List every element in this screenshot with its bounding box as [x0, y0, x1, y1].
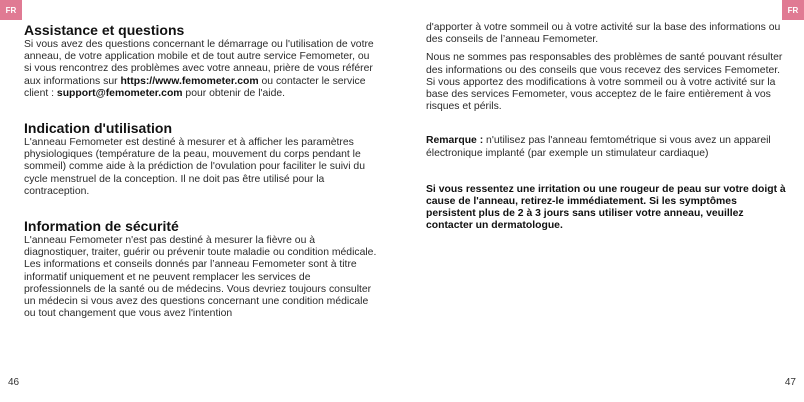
language-tab: FR: [782, 0, 804, 20]
left-column: [24, 22, 379, 320]
website-link: https://www.femometer.com: [120, 75, 259, 87]
indication-section: [24, 120, 379, 198]
continuation-text: d'apporter à votre sommeil ou à votre activité sur la base des informations ou des conseils de l’anneau Femometer.: [426, 22, 781, 46]
assistance-title: Assistance et questions: [24, 22, 185, 38]
safety-section: [24, 218, 379, 320]
page-number: 46: [8, 377, 20, 388]
page-number: 47: [784, 377, 796, 388]
right-page: [402, 0, 804, 402]
indication-text: L'anneau Femometer est destiné à mesurer et à afficher les paramètres physiologiques (température de la peau, mouvement du corps pendant le sommeil) comme aide à la prédiction de l'ovulation pour faciliter le suivi du cycle menstruel de la conception. Il ne doit pas être utilisé pour la contraception.: [24, 137, 365, 197]
remark-label: Remarque :: [426, 135, 484, 147]
assistance-section: [24, 22, 379, 100]
assistance-text: Si vous avez des questions concernant le démarrage ou l'utilisation de votre anneau, de votre application mobile et de tout autre service Femometer, ou si vous rencontrez des problèmes avec votre anneau, prière de vous référer aux informations sur https://www.femometer.com ou contacter le service client : support@femometer.com pour obtenir de l'aide.: [24, 39, 374, 99]
safety-title: Information de sécurité: [24, 218, 179, 235]
language-tab: FR: [0, 0, 22, 20]
support-email: support@femometer.com: [56, 87, 183, 99]
safety-text: L'anneau Femometer n'est pas destiné à mesurer la fièvre ou à diagnostiquer, traiter, guérir ou prévenir toute maladie ou condition médicale. Les informations et conseils donnés par l’anneau Femometer sont à titre informatif uniquement et ne peuvent remplacer les services de professionnels de la santé ou de médecins. Vous devriez toujours consulter un médecin si vous avez des questions concernant une condition médicale ou tout changement que vous avez l'intention: [24, 235, 377, 320]
irritation-warning: Si vous ressentez une irritation ou une rougeur de peau sur votre doigt à cause de l'anneau, retirez-le immédiatement. Si les symptômes persistent plus de 2 à 3 jours sans utiliser votre anneau, veuillez contacter un dermatologue.: [426, 183, 786, 232]
liability-text: Nous ne sommes pas responsables des problèmes de santé pouvant résulter des informations ou des conseils que vous recevez des services Femometer. Si vous apportez des modifications à votre sommeil ou à votre activité sur la base des services Femometer, vous acceptez de le faire entièrement à vos risques et périls.: [426, 52, 783, 113]
indication-title: Indication d'utilisation: [24, 120, 172, 137]
remark-text: Remarque : n'utilisez pas l'anneau femtométrique si vous avez un appareil électronique implanté (par exemple un stimulateur cardiaque): [426, 135, 771, 159]
right-column: [426, 22, 786, 233]
